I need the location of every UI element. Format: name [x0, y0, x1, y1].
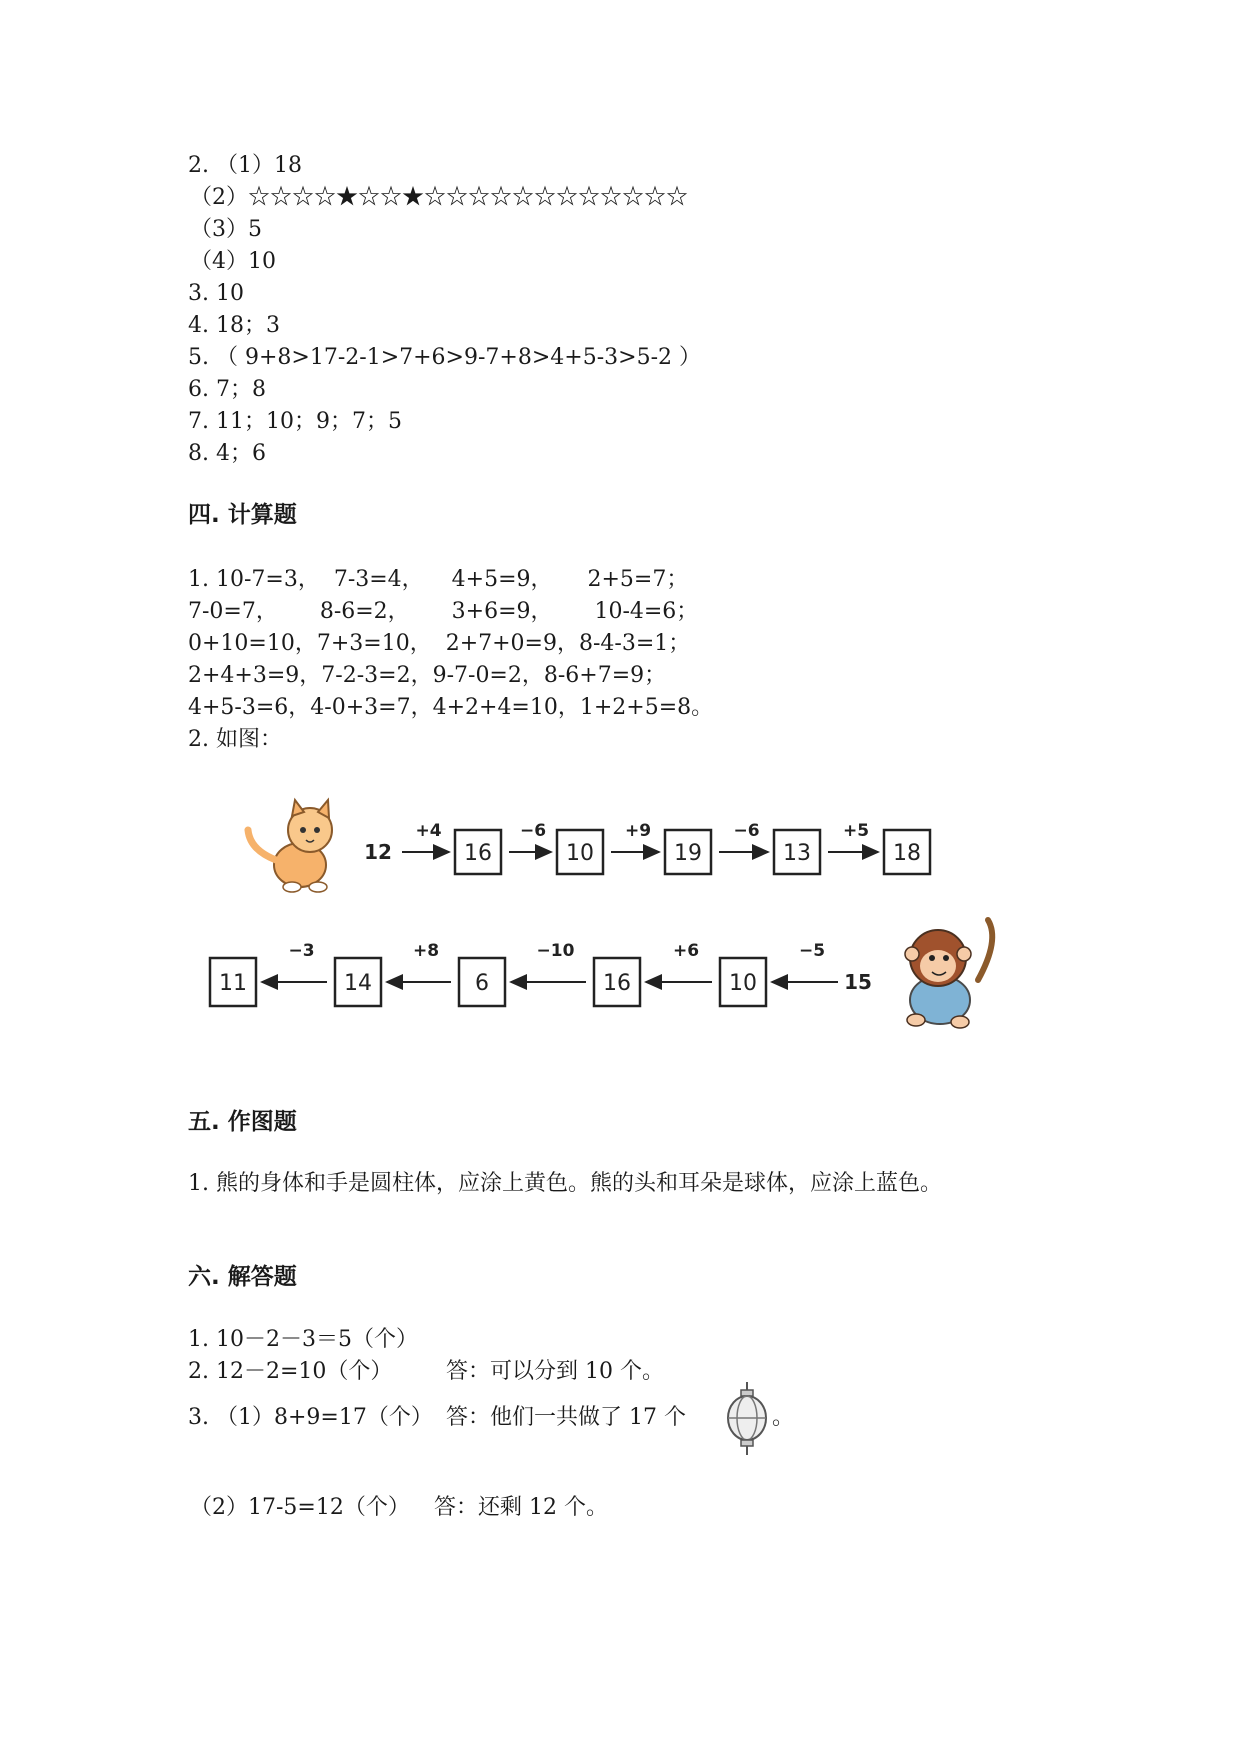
solution-1: 1. 10－2－3＝5（个）: [188, 1327, 418, 1352]
chain-2-value: 16: [603, 971, 631, 996]
chain-2-value: 10: [729, 971, 757, 996]
chain-1-op: +9: [624, 821, 652, 841]
cat-illustration: [248, 800, 332, 892]
solution-3: 3. （1）8+9=17（个）: [188, 1405, 433, 1430]
chain-1-value: 16: [464, 841, 492, 866]
chain-2-start: 15: [844, 970, 872, 994]
chain-2-op: +6: [672, 941, 700, 961]
calc-line-6: 2. 如图：: [188, 727, 282, 752]
solution-3-answer: 答：他们一共做了 17 个: [446, 1405, 686, 1430]
chain-2-value: 11: [219, 971, 247, 996]
chain-2-op: −10: [536, 941, 575, 961]
number-chain-figure: [0, 790, 1241, 1050]
chain-row-2: [210, 941, 872, 1006]
calc-line-2: 7-0=7， 8-6=2， 3+6=9， 10-4=6；: [188, 599, 699, 624]
drawing-answer: 1. 熊的身体和手是圆柱体，应涂上黄色。熊的头和耳朵是球体，应涂上蓝色。: [188, 1171, 942, 1196]
section-6-heading: 六. 解答题: [188, 1264, 297, 1290]
chain-1-value: 19: [674, 841, 702, 866]
calc-line-5: 4+5-3=6，4-0+3=7，4+2+4=10，1+2+5=8。: [188, 695, 714, 720]
solution-4-answer: 答：还剩 12 个。: [434, 1495, 608, 1520]
chain-1-op: −6: [733, 821, 760, 841]
chain-row-1: [364, 821, 930, 874]
section-4-heading: 四. 计算题: [188, 502, 297, 528]
calc-line-1: 1. 10-7=3， 7-3=4， 4+5=9， 2+5=7；: [188, 567, 689, 592]
chain-1-op: −6: [519, 821, 547, 841]
chain-1-value: 10: [566, 841, 594, 866]
answer-2-3: （3）5: [190, 217, 262, 242]
chain-2-op: −5: [798, 941, 826, 961]
solution-4: （2）17-5=12（个）: [190, 1495, 410, 1520]
answer-2-4: （4）10: [190, 249, 276, 274]
solution-3-end: 。: [772, 1405, 795, 1430]
answer-8: 8. 4；6: [188, 441, 266, 466]
chain-2-op: −3: [288, 941, 315, 961]
chain-1-op: +5: [842, 821, 870, 841]
calc-line-3: 0+10=10，7+3=10， 2+7+0=9，8-4-3=1；: [188, 631, 691, 656]
section-5-heading: 五. 作图题: [188, 1109, 297, 1135]
chain-1-start: 12: [364, 840, 392, 864]
chain-2-value: 14: [344, 971, 372, 996]
lantern-icon: [723, 1380, 771, 1456]
chain-1-value: 13: [783, 841, 811, 866]
answer-7: 7. 11；10；9；7；5: [188, 409, 402, 434]
calc-line-4: 2+4+3=9，7-2-3=2，9-7-0=2，8-6+7=9；: [188, 663, 667, 688]
answer-4: 4. 18；3: [188, 313, 280, 338]
chain-1-op: +4: [415, 821, 442, 841]
chain-2-value: 6: [475, 971, 489, 996]
chain-2-op: +8: [412, 941, 440, 961]
solution-2-answer: 答：可以分到 10 个。: [446, 1359, 664, 1384]
answer-3: 3. 10: [188, 281, 244, 306]
answer-2-1: 2. （1）18: [188, 153, 302, 178]
answer-6: 6. 7；8: [188, 377, 266, 402]
solution-2: 2. 12－2=10（个）: [188, 1359, 393, 1384]
chain-1-value: 18: [893, 841, 921, 866]
answer-2-2: （2）☆☆☆☆★☆☆★☆☆☆☆☆☆☆☆☆☆☆☆: [190, 185, 688, 210]
monkey-illustration: [905, 920, 992, 1028]
answer-5: 5. （ 9+8>17-2-1>7+6>9-7+8>4+5-3>5-2 ）: [188, 345, 701, 370]
